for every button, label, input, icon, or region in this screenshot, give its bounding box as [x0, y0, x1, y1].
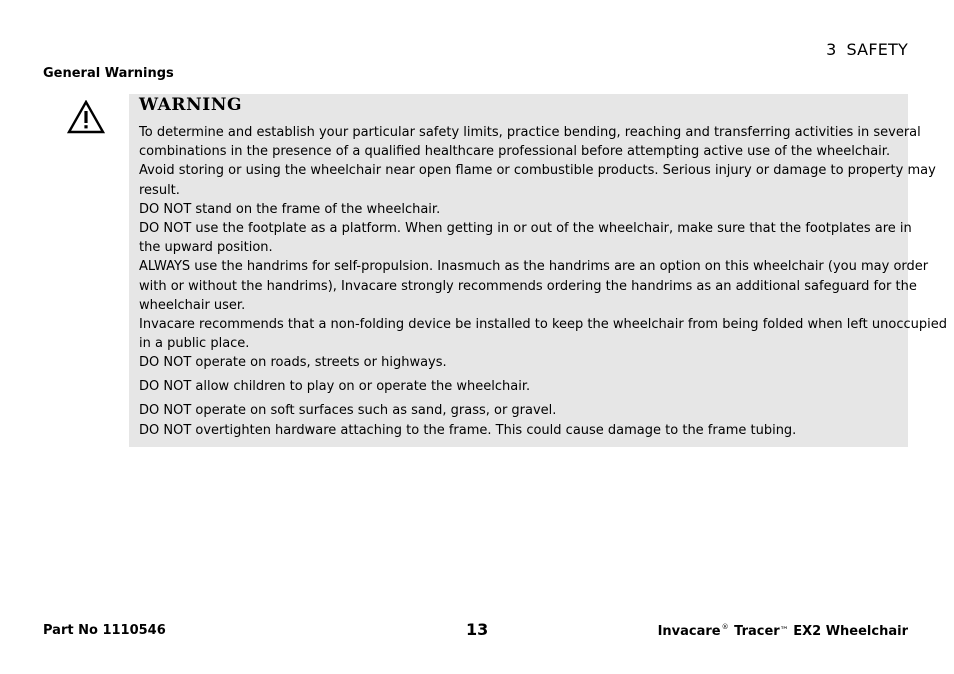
warning-line: result.	[139, 182, 180, 198]
warning-line: DO NOT operate on soft surfaces such as sand, grass, or gravel.	[139, 403, 557, 419]
chapter-title: SAFETY	[846, 40, 908, 59]
footer-part-number: Part No 1110546	[43, 623, 166, 638]
warning-line: Avoid storing or using the wheelchair near open flame or combustible products. Serious injury or damage to property may	[139, 163, 936, 179]
warning-triangle-icon	[67, 100, 105, 134]
chapter-header	[826, 40, 908, 59]
footer-model: EX2 Wheelchair	[793, 624, 908, 639]
warning-line: wheelchair user.	[139, 297, 246, 313]
warning-line: DO NOT overtighten hardware attaching to the frame. This could cause damage to the frame tubing.	[139, 422, 797, 438]
chapter-number: 3	[826, 40, 837, 59]
warning-line: To determine and establish your particular safety limits, practice bending, reaching and transferring activities in several	[139, 125, 921, 140]
warning-line: DO NOT operate on roads, streets or highways.	[139, 355, 447, 371]
warning-line: with or without the handrims), Invacare strongly recommends ordering the handrims as an additional safeguard for the	[139, 278, 917, 294]
footer-product: Tracer	[734, 624, 780, 639]
footer-page-number: 13	[466, 620, 489, 639]
warning-line: ALWAYS use the handrims for self-propulsion. Inasmuch as the handrims are an option on this wheelchair (you may order	[139, 259, 929, 275]
warning-box	[129, 94, 947, 447]
warning-title: WARNING	[139, 95, 243, 115]
trademark-mark: ™	[779, 626, 789, 636]
warning-text	[139, 123, 947, 440]
registered-mark: ®	[721, 623, 729, 631]
warning-line: DO NOT allow children to play on or operate the wheelchair.	[139, 379, 531, 395]
warning-line: DO NOT stand on the frame of the wheelchair.	[139, 201, 441, 217]
warning-line: the upward position.	[139, 240, 273, 256]
section-heading: General Warnings	[43, 66, 174, 81]
warning-line: in a public place.	[139, 336, 250, 352]
warning-line: Invacare recommends that a non-folding device be installed to keep the wheelchair from being folded when left unoccupied	[139, 317, 947, 333]
warning-line: DO NOT use the footplate as a platform. When getting in or out of the wheelchair, make sure that the footplates are in	[139, 221, 912, 237]
footer-brand: Invacare	[657, 624, 721, 639]
footer-product-name	[658, 623, 908, 639]
warning-line: combinations in the presence of a qualified healthcare professional before attempting active use of the wheelchair.	[139, 144, 891, 160]
